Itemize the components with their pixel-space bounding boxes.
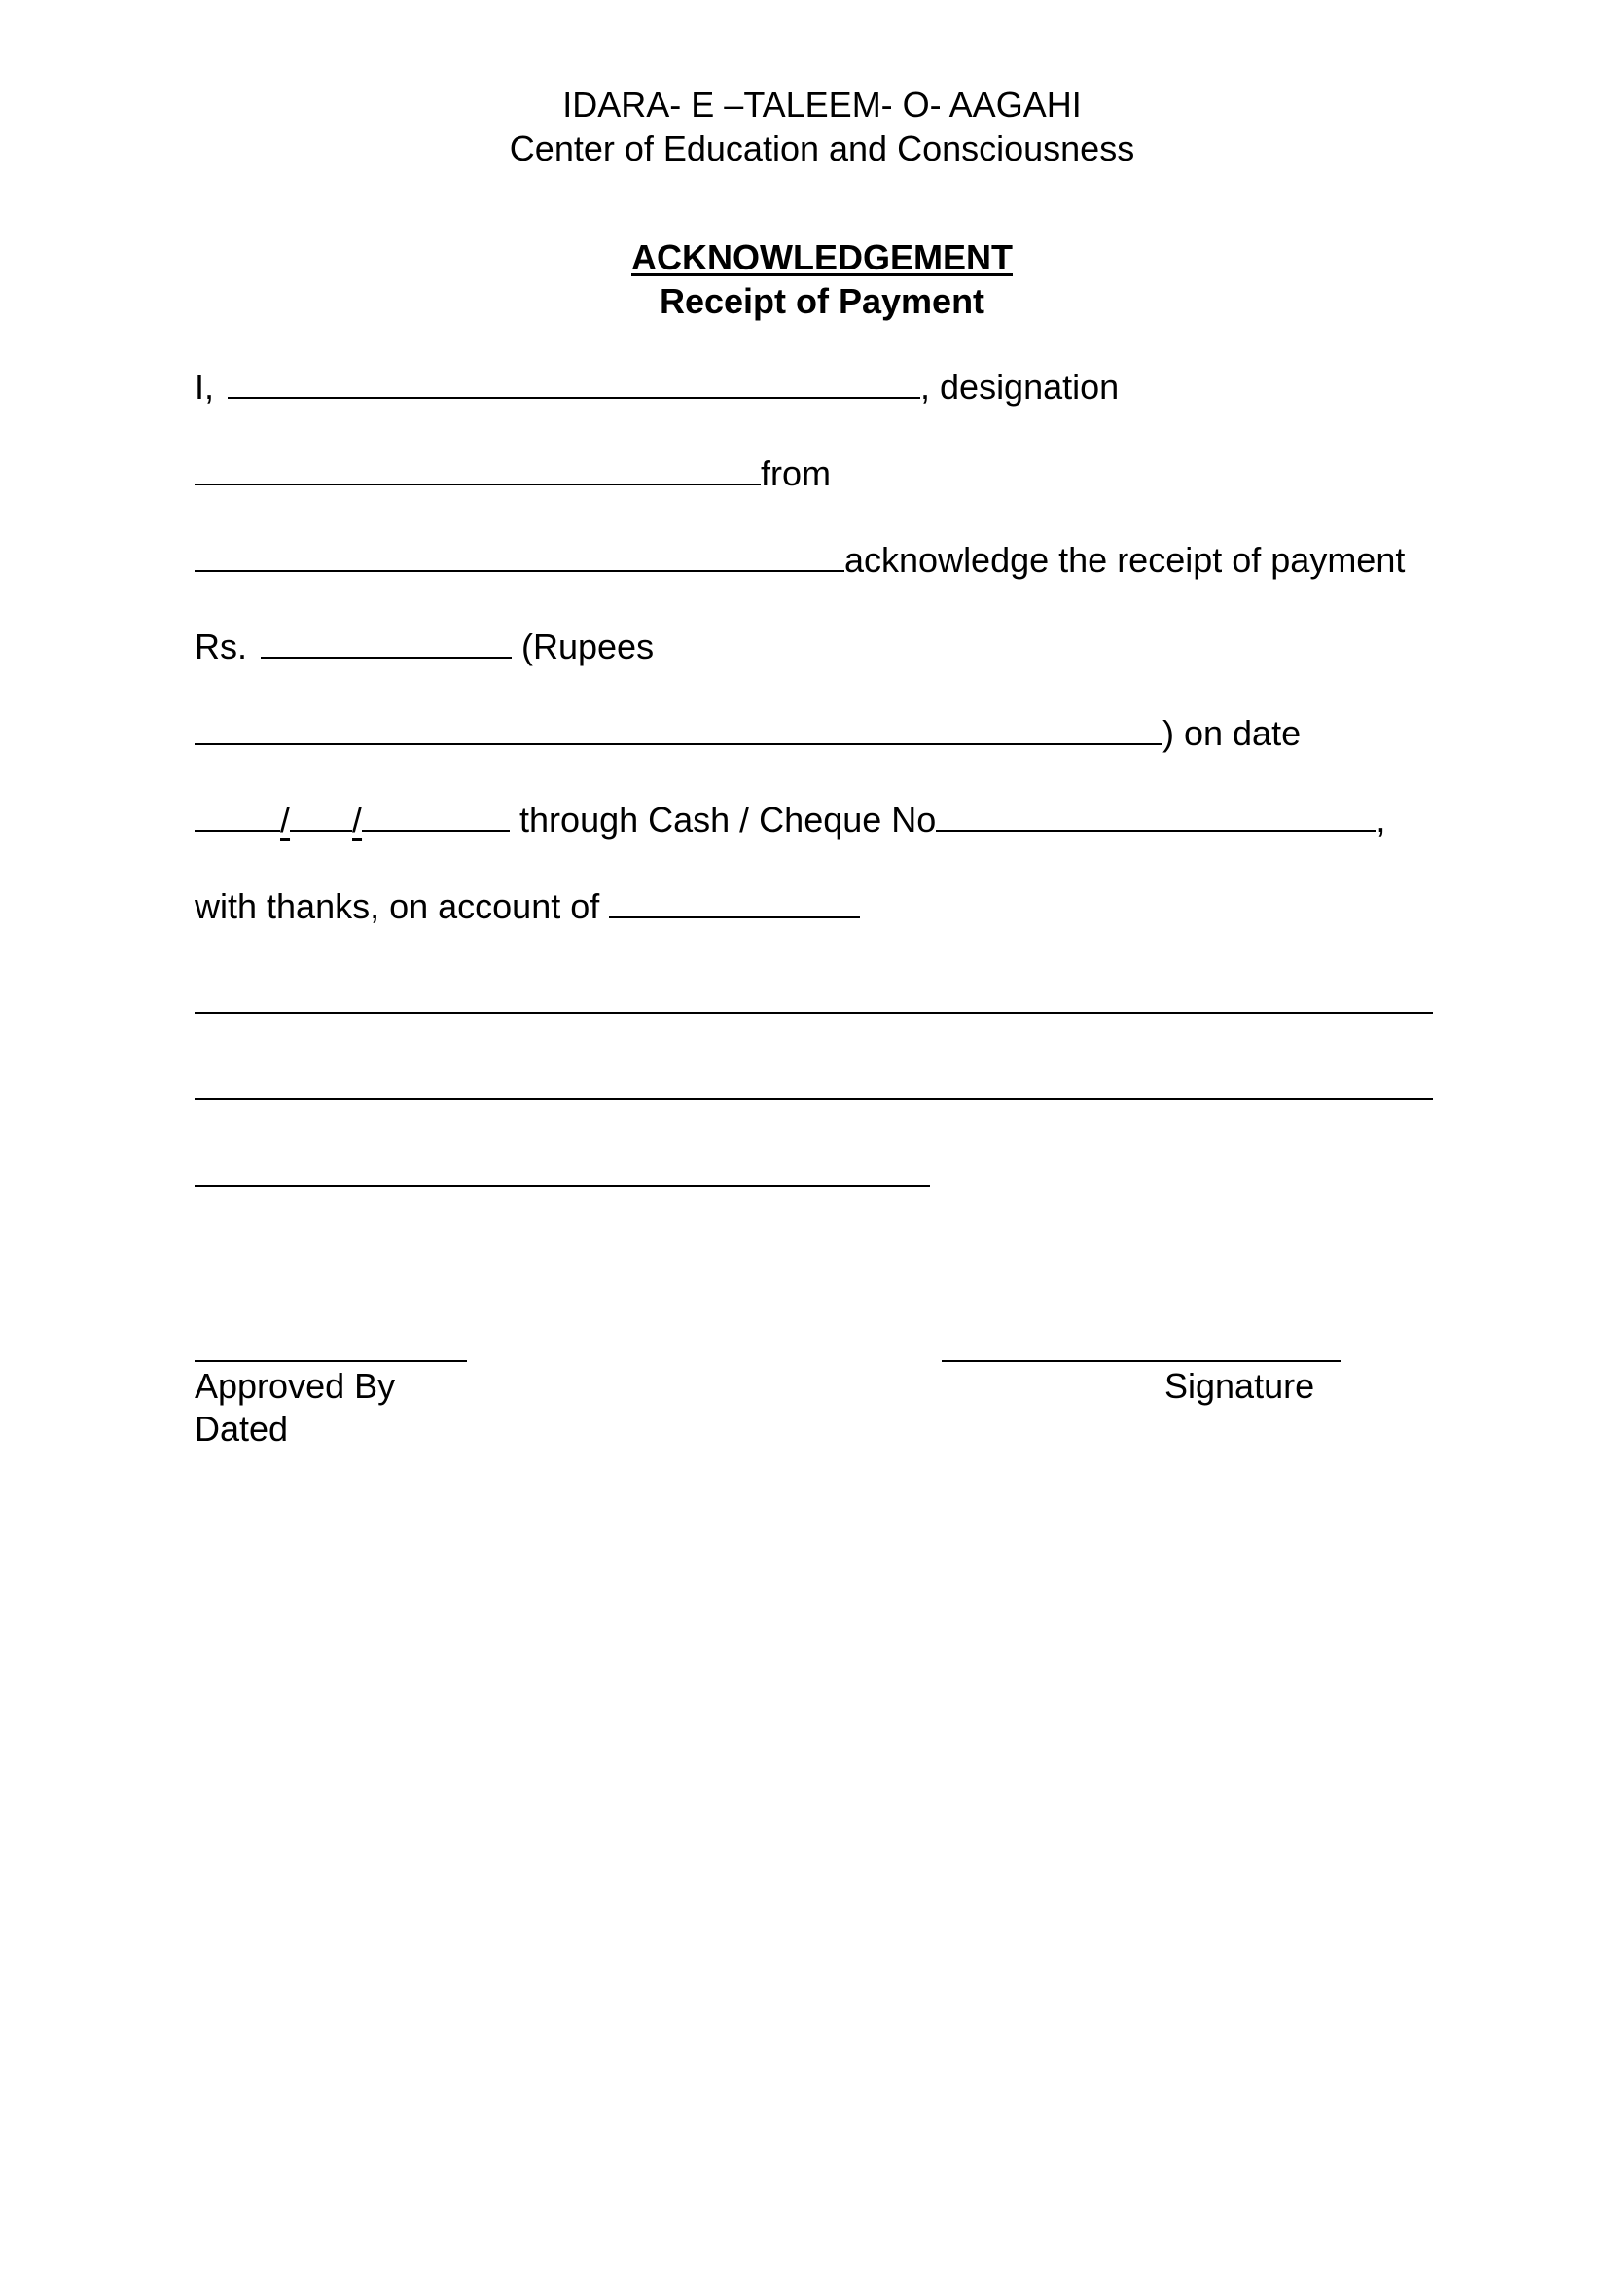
form-line-amount-words: [195, 712, 1301, 755]
document-title: ACKNOWLEDGEMENT: [631, 237, 1013, 277]
line1-suffix: , designation: [920, 367, 1120, 407]
document-subtitle: Receipt of Payment: [659, 281, 985, 321]
account-details-line-1[interactable]: [195, 1012, 1433, 1014]
account-details-line-3[interactable]: [195, 1185, 930, 1187]
account-details-line-2[interactable]: [195, 1098, 1433, 1100]
line5-suffix: ) on date: [1162, 713, 1302, 753]
form-line-account: [195, 885, 860, 928]
line6-suffix: ,: [1376, 800, 1386, 840]
name-field[interactable]: [228, 368, 920, 399]
date-separator-1: /: [280, 800, 291, 840]
line6-middle: through Cash / Cheque No: [510, 800, 937, 840]
line4-prefix: Rs.: [195, 627, 247, 666]
date-separator-2: /: [352, 800, 363, 840]
form-line-amount: [195, 626, 654, 668]
org-subtitle: Center of Education and Consciousness: [509, 128, 1135, 168]
approved-by-label: Approved By: [195, 1366, 396, 1406]
date-year-field[interactable]: [362, 801, 510, 832]
line2-suffix: from: [761, 453, 831, 493]
dated-label: Dated: [195, 1409, 289, 1449]
amount-field[interactable]: [261, 628, 512, 659]
amount-words-field[interactable]: [195, 714, 1162, 745]
form-line-from: [195, 539, 1405, 582]
cheque-number-field[interactable]: [936, 801, 1376, 832]
approved-by-line[interactable]: [195, 1360, 467, 1362]
line3-suffix: acknowledge the receipt of payment: [844, 540, 1406, 580]
account-field[interactable]: [609, 887, 860, 918]
date-day-field[interactable]: [195, 801, 280, 832]
form-line-name: [195, 366, 1119, 409]
form-line-date-cheque: [195, 799, 1385, 842]
line4-suffix: (Rupees: [512, 627, 655, 666]
form-line-designation: [195, 452, 831, 495]
from-field[interactable]: [195, 541, 844, 572]
date-month-field[interactable]: [290, 801, 352, 832]
signature-line[interactable]: [942, 1360, 1341, 1362]
org-name: IDARA- E –TALEEM- O- AAGAHI: [562, 85, 1082, 125]
signature-label: Signature: [1164, 1366, 1315, 1406]
designation-field[interactable]: [195, 454, 761, 485]
line7-prefix: with thanks, on account of: [195, 886, 610, 926]
line1-prefix: I,: [195, 367, 215, 407]
